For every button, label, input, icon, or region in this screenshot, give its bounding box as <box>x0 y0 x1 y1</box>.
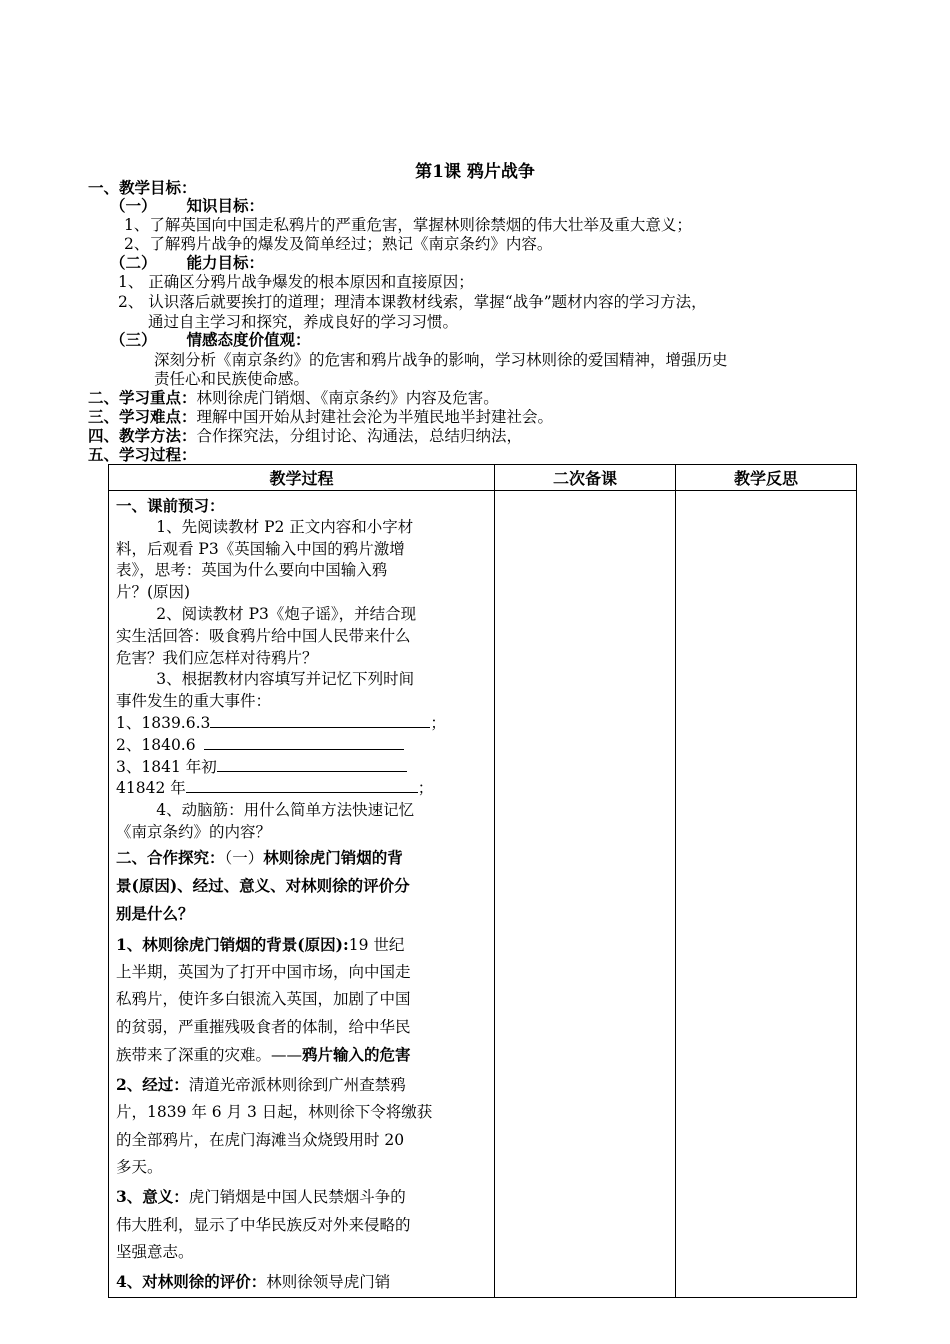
coop-q1: 林则徐虎门销烟的背 <box>263 847 403 867</box>
ability-label: 能力目标： <box>186 253 265 272</box>
coop-sub: （一） <box>224 848 264 867</box>
learning-process-heading: 五、学习过程： <box>88 445 197 464</box>
emotion-num: （三） <box>110 330 157 349</box>
background-tail: 鸦片输入的危害 <box>302 1044 411 1064</box>
methods-text: 合作探究法，分组讨论、沟通法，总结归纳法， <box>196 427 523 445</box>
knowledge-objective-heading <box>110 197 264 215</box>
knowledge-label: 知识目标： <box>186 196 265 215</box>
event-line-2 <box>116 735 488 757</box>
significance-label: 3、意义： <box>116 1187 189 1207</box>
preview-q3-line: 3、根据教材内容填写并记忆下列时间 <box>156 670 415 689</box>
background-para <box>116 931 488 1069</box>
ability-objective-heading <box>110 254 264 272</box>
process-line: 多天。 <box>116 1158 163 1177</box>
preview-q1-line: 1、先阅读教材 P2 正文内容和小字材 <box>156 517 414 536</box>
preview-q2-line: 2、阅读教材 P3《炮子谣》，并结合现 <box>156 604 417 623</box>
header-reflection: 教学反思 <box>676 465 857 491</box>
event-end: ； <box>417 779 434 798</box>
background-line: 私鸦片，使许多白银流入英国，加剧了中国 <box>116 990 411 1009</box>
process-cell <box>109 491 495 1298</box>
background-last: 族带来了深重的灾难。—— <box>116 1045 303 1064</box>
evaluation-para <box>116 1268 488 1296</box>
ability-item-1: 1、 正确区分鸦片战争爆发的根本原因和直接原因； <box>118 273 474 291</box>
coop-q3: 别是什么？ <box>116 904 194 924</box>
difficulties <box>88 408 553 426</box>
header-teaching-process: 教学过程 <box>109 465 495 491</box>
event-end: ； <box>430 713 446 732</box>
process-line: 的全部鸦片，在虎门海滩当众烧毁用时 20 <box>116 1130 405 1149</box>
preview-q4-line: 4、动脑筋：用什么简单方法快速记忆 <box>156 801 415 820</box>
preview-section <box>116 495 488 844</box>
difficulties-text: 理解中国开始从封建社会沦为半殖民地半封建社会。 <box>196 408 554 426</box>
key-points <box>88 389 499 407</box>
knowledge-num: （一） <box>110 196 157 215</box>
process-l1: 清道光帝派林则徐到广州查禁鸦 <box>188 1076 406 1095</box>
preview-q1-line: 片？(原因) <box>116 583 191 602</box>
background-l1: 19 世纪 <box>348 935 405 954</box>
preview-q1-line: 料，后观看 P3《英国输入中国的鸦片激增 <box>116 539 405 558</box>
event-line-1 <box>116 713 488 735</box>
knowledge-item-1: 1、了解英国向中国走私鸦片的严重危害，掌握林则徐禁烟的伟大壮举及重大意义； <box>124 216 692 234</box>
header-second-prep: 二次备课 <box>495 465 676 491</box>
preview-q2-line: 实生活回答：吸食鸦片给中国人民带来什么 <box>116 626 411 645</box>
significance-l1: 虎门销烟是中国人民禁烟斗争的 <box>188 1188 406 1207</box>
preview-q1-line: 表》，思考：英国为什么要向中国输入鸦 <box>116 561 388 580</box>
fill-blank[interactable] <box>217 757 407 772</box>
coop-label: 二、合作探究： <box>116 847 225 867</box>
significance-line: 伟大胜利，显示了中华民族反对外来侵略的 <box>116 1215 411 1234</box>
section-heading-objectives: 一、教学目标： <box>88 178 197 197</box>
emotion-objective-heading <box>110 331 311 349</box>
coop-q2: 景(原因)、经过、意义、对林则徐的评价分 <box>116 876 410 896</box>
event-date: 2、1840.6 <box>116 735 196 754</box>
background-colon: : <box>342 934 349 954</box>
event-line-3 <box>116 757 488 779</box>
key-points-text: 林则徐虎门销烟、《南京条约》内容及危害。 <box>196 389 499 407</box>
methods-label: 四、教学方法： <box>88 426 197 445</box>
significance-para <box>116 1183 488 1266</box>
cooperation-section <box>116 844 488 1297</box>
process-line: 片，1839 年 6 月 3 日起，林则徐下令将缴获 <box>116 1103 433 1122</box>
difficulties-label: 三、学习难点： <box>88 407 197 426</box>
emotion-label: 情感态度价值观： <box>186 330 311 349</box>
event-line-4 <box>116 778 488 800</box>
table-header-row <box>109 465 857 491</box>
process-content <box>109 491 494 1297</box>
evaluation-l1: 林则徐领导虎门销 <box>266 1273 391 1292</box>
fill-blank[interactable] <box>210 713 430 728</box>
preview-q4-line: 《南京条约》的内容？ <box>116 822 272 841</box>
second-prep-cell[interactable] <box>495 491 676 1298</box>
process-table <box>108 464 857 1298</box>
emotion-text-1: 深刻分析《南京条约》的危害和鸦片战争的影响，学习林则徐的爱国精神，增强历史 <box>154 351 728 369</box>
knowledge-item-2: 2、了解鸦片战争的爆发及简单经过；熟记《南京条约》内容。 <box>124 235 553 253</box>
event-date: 3、1841 年初 <box>116 757 217 776</box>
lesson-title: 第1课 鸦片战争 <box>415 162 535 182</box>
teaching-methods <box>88 427 522 445</box>
significance-line: 坚强意志。 <box>116 1242 194 1261</box>
table-body-row <box>109 491 857 1298</box>
evaluation-label: 4、对林则徐的评价： <box>116 1272 267 1292</box>
preview-heading: 一、课前预习： <box>116 496 225 515</box>
reflection-cell[interactable] <box>676 491 857 1298</box>
key-points-label: 二、学习重点： <box>88 388 197 407</box>
event-date: 41842 年 <box>116 779 186 798</box>
ability-item-2: 2、 认识落后就要挨打的道理；理清本课教材线索，掌握“战争”题材内容的学习方法， <box>118 293 707 311</box>
event-date: 1、1839.6.3 <box>116 713 211 732</box>
fill-blank[interactable] <box>186 778 418 793</box>
ability-item-2-cont: 通过自主学习和探究，养成良好的学习习惯。 <box>148 313 459 331</box>
preview-q2-line: 危害？我们应怎样对待鸦片？ <box>116 648 318 667</box>
fill-blank[interactable] <box>204 735 404 750</box>
coop-question <box>116 844 488 929</box>
emotion-text-2: 责任心和民族使命感。 <box>154 370 310 388</box>
preview-q3-line: 事件发生的重大事件： <box>116 692 272 711</box>
background-label: 1、林则徐虎门销烟的背景(原因) <box>116 934 343 954</box>
ability-num: （二） <box>110 253 157 272</box>
background-line: 上半期，英国为了打开中国市场，向中国走 <box>116 962 411 981</box>
process-para <box>116 1071 488 1181</box>
background-line: 的贫弱，严重摧残吸食者的体制，给中华民 <box>116 1017 411 1036</box>
process-label: 2、经过： <box>116 1075 189 1095</box>
